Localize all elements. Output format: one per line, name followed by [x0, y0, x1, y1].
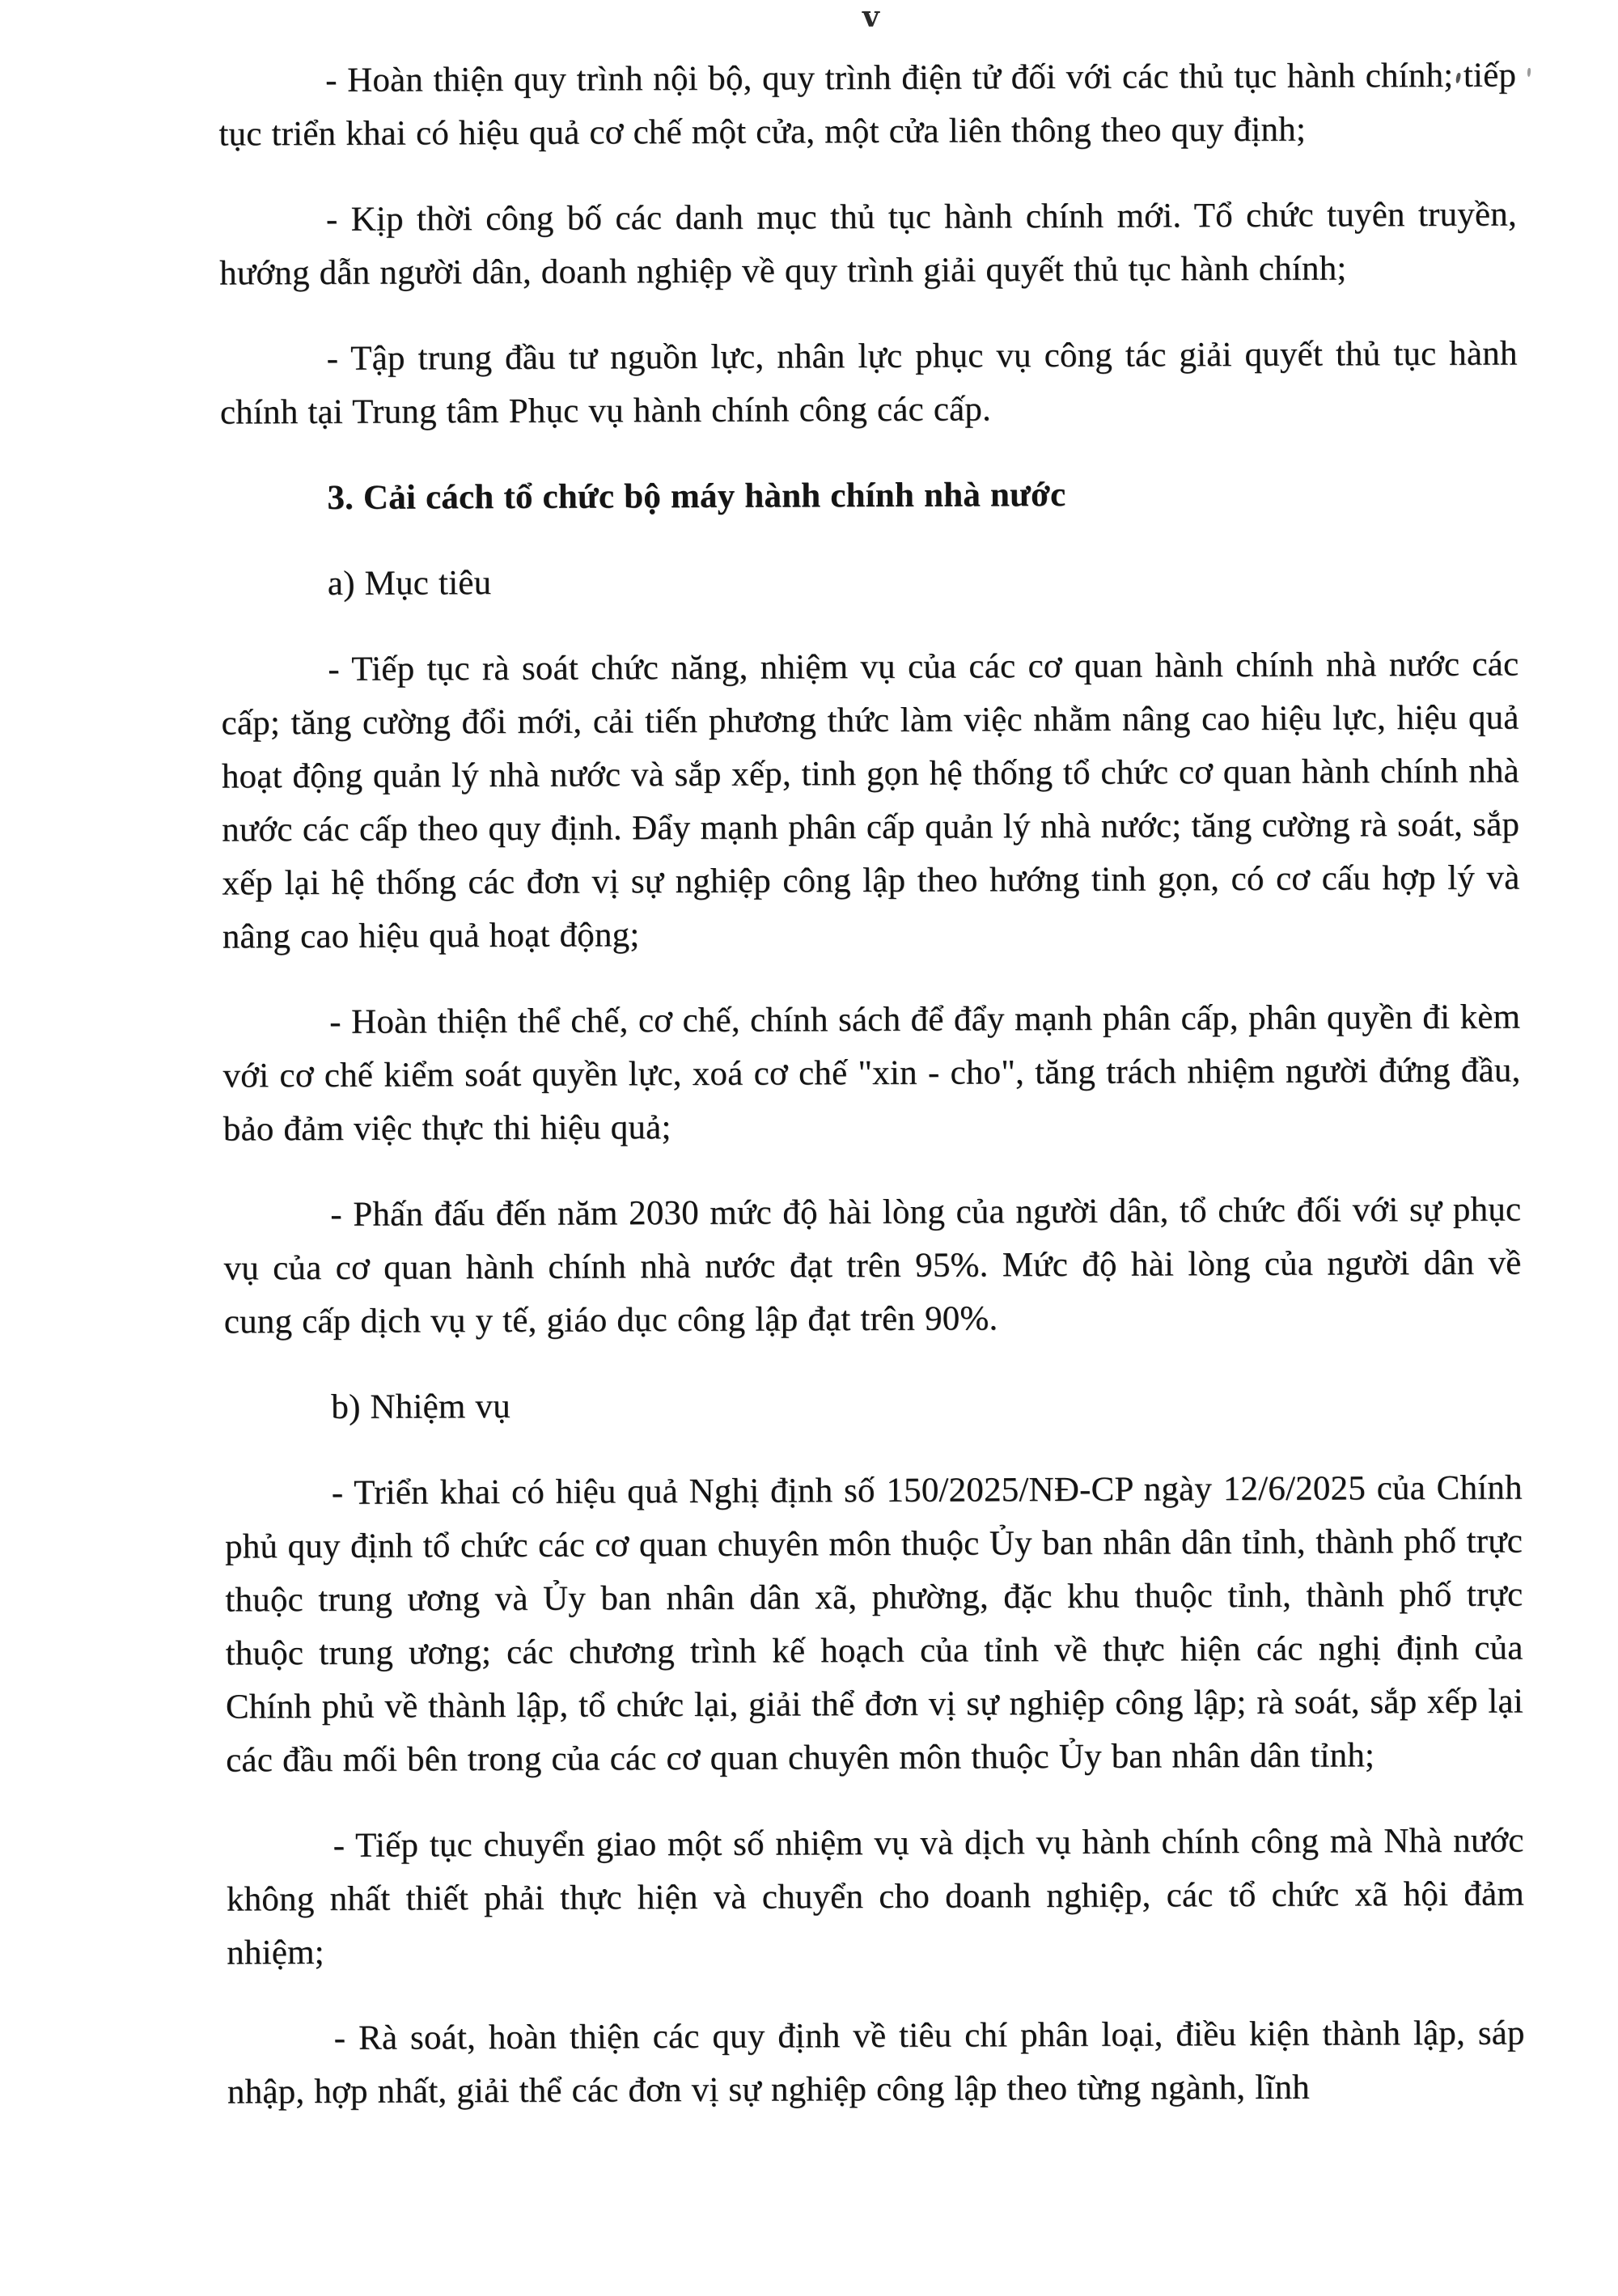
document-body	[218, 49, 1525, 2120]
scan-speck	[1527, 68, 1531, 77]
paragraph: - Hoàn thiện thể chế, cơ chế, chính sách để đẩy mạnh phân cấp, phân quyền đi kèm với cơ chế kiểm soát quyền lực, xoá cơ chế "xin - cho", tăng trách nhiệm người đứng đầu, bảo đảm việc thực thi hiệu quả;	[222, 998, 1521, 1149]
section-heading: 3. Cải cách tổ chức bộ máy hành chính nhà nước	[327, 475, 1066, 517]
sub-heading: b) Nhiệm vụ	[331, 1387, 510, 1426]
scan-artifact-mark: v	[862, 0, 879, 34]
paragraph: - Tiếp tục rà soát chức năng, nhiệm vụ của các cơ quan hành chính nhà nước các cấp; tăng cường đổi mới, cải tiến phương thức làm việc nhằm nâng cao hiệu lực, hiệu quả hoạt động quản lý nhà nước và sắp xếp, tinh gọn hệ thống tổ chức cơ quan hành chính nhà nước các cấp theo quy định. Đẩy mạnh phân cấp quản lý nhà nước; tăng cường rà soát, sắp xếp lại hệ thống các đơn vị sự nghiệp công lập theo hướng tinh gọn, có cơ cấu hợp lý và nâng cao hiệu quả hoạt động;	[221, 645, 1520, 956]
paragraph: - Tiếp tục chuyển giao một số nhiệm vụ và dịch vụ hành chính công mà Nhà nước không nhất thiết phải thực hiện và chuyển cho doanh nghiệp, các tổ chức xã hội đảm nhiệm;	[226, 1821, 1525, 1972]
paragraph: - Triển khai có hiệu quả Nghị định số 150/2025/NĐ-CP ngày 12/6/2025 của Chính phủ quy định tổ chức các cơ quan chuyên môn thuộc Ủy ban nhân dân tỉnh, thành phố trực thuộc trung ương và Ủy ban nhân dân xã, phường, đặc khu thuộc tỉnh, thành phố trực thuộc trung ương; các chương trình kế hoạch của tỉnh về thực hiện các nghị định của Chính phủ về thành lập, tổ chức lại, giải thể đơn vị sự nghiệp công lập; rà soát, sắp xếp lại các đầu mối bên trong của các cơ quan chuyên môn thuộc Ủy ban nhân dân tỉnh;	[224, 1468, 1524, 1780]
paragraph: - Rà soát, hoàn thiện các quy định về tiêu chí phân loại, điều kiện thành lập, sáp nhập, hợp nhất, giải thể các đơn vị sự nghiệp công lập theo từng ngành, lĩnh	[227, 2014, 1525, 2112]
paragraph: - Kịp thời công bố các danh mục thủ tục hành chính mới. Tổ chức tuyên truyền, hướng dẫn người dân, doanh nghiệp về quy trình giải quyết thủ tục hành chính;	[219, 195, 1517, 293]
sub-heading: a) Mục tiêu	[327, 564, 492, 603]
paragraph: - Hoàn thiện quy trình nội bộ, quy trình điện tử đối với các thủ tục hành chính; tiếp tục triển khai có hiệu quả cơ chế một cửa, một cửa liên thông theo quy định;	[218, 56, 1517, 154]
paragraph: - Tập trung đầu tư nguồn lực, nhân lực phục vụ công tác giải quyết thủ tục hành chính tại Trung tâm Phục vụ hành chính công các cấp.	[219, 334, 1518, 432]
paragraph: - Phấn đấu đến năm 2030 mức độ hài lòng của người dân, tổ chức đối với sự phục vụ của cơ quan hành chính nhà nước đạt trên 95%. Mức độ hài lòng của người dân về cung cấp dịch vụ y tế, giáo dục công lập đạt trên 90%.	[223, 1190, 1522, 1341]
